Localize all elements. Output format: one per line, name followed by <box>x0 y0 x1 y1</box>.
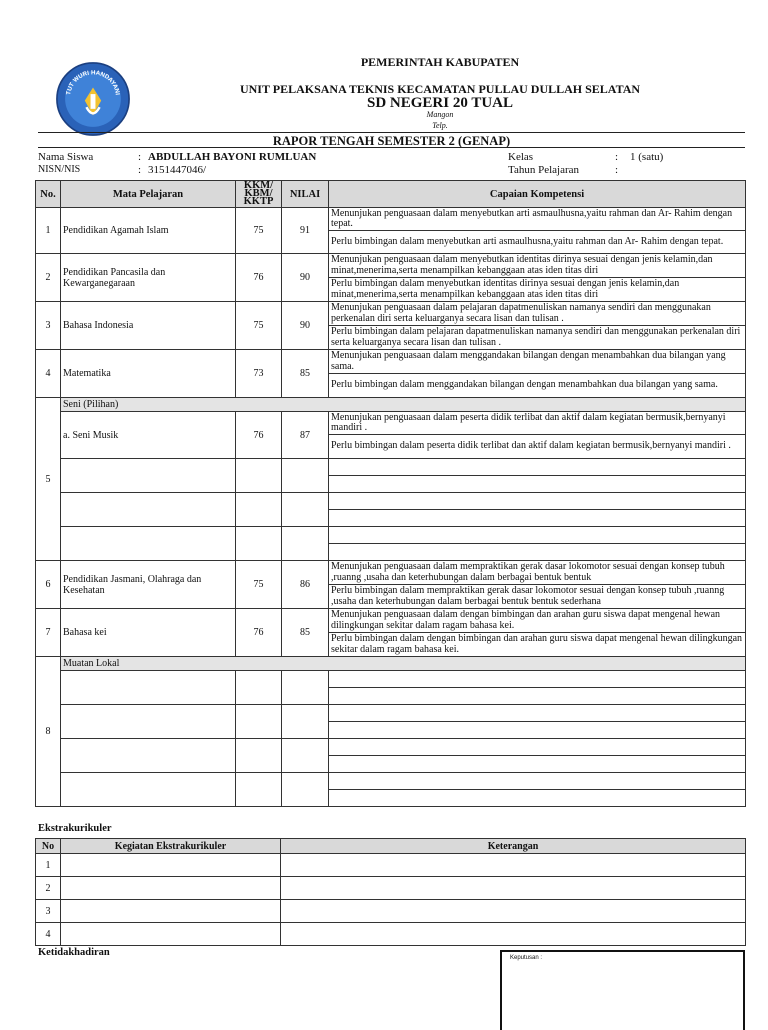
empty-cell <box>61 705 236 739</box>
empty-cell <box>282 773 329 807</box>
table-row <box>36 773 746 790</box>
table-row <box>36 208 746 231</box>
row-subject: Matematika <box>61 350 236 398</box>
table-row <box>36 398 746 412</box>
row-kkm: 75 <box>236 302 282 350</box>
row-no: 8 <box>36 657 61 807</box>
ekstra-no: 4 <box>36 923 61 946</box>
kkm-line2: KBM/ <box>244 188 273 199</box>
kelas-label: Kelas <box>508 151 534 163</box>
ekstra-table <box>35 838 746 946</box>
empty-cell <box>329 544 746 561</box>
empty-cell <box>236 705 282 739</box>
seni-label: Seni (Pilihan) <box>61 398 746 412</box>
name-label: Nama Siswa <box>38 151 94 163</box>
row-nilai: 90 <box>282 302 329 350</box>
table-row <box>36 527 746 544</box>
row-nilai: 85 <box>282 350 329 398</box>
table-row <box>36 493 746 510</box>
row-capaian-bimbingan: Perlu bimbingan dalam peserta didik terlibat dan aktif dalam kegiatan bermusik,bernyanyi mandiri . <box>329 435 746 459</box>
kelas-value: 1 (satu) <box>630 151 664 163</box>
table-row <box>36 561 746 585</box>
name-value: ABDULLAH BAYONI RUMLUAN <box>148 151 317 163</box>
row-kkm: 75 <box>236 208 282 254</box>
empty-cell <box>281 854 746 877</box>
table-header <box>36 181 746 208</box>
empty-cell <box>61 459 236 493</box>
row-kkm: 76 <box>236 412 282 459</box>
school-telp: Telp. <box>432 121 448 130</box>
empty-cell <box>329 476 746 493</box>
row-subject: Pendidikan Jasmani, Olahraga dan Kesehatan <box>61 561 236 609</box>
ekstra-col-keterangan: Keterangan <box>281 839 746 854</box>
empty-cell <box>282 459 329 493</box>
empty-cell <box>236 671 282 705</box>
row-capaian-bimbingan: Perlu bimbingan dalam menyebutkan identitas dirinya sesuai dengan jenis kelamin,dan minat,menerima,serta menampilkan kebanggaan atas iden titas diri <box>329 278 746 302</box>
row-capaian: Menunjukan penguasaan dalam mempraktikan gerak dasar lokomotor sesuai dengan konsep tubuh ,ruanng ,usaha dan keterhubungan dalam berbagai bentuk bentuk <box>329 561 746 585</box>
empty-cell <box>236 459 282 493</box>
ketidakhadiran-title: Ketidakhadiran <box>38 947 110 958</box>
row-kkm: 76 <box>236 609 282 657</box>
row-no: 3 <box>36 302 61 350</box>
col-mapel: Mata Pelajaran <box>61 181 236 208</box>
row-capaian: Menunjukan penguasaan dalam menyebutkan identitas dirinya sesuai dengan jenis kelamin,dan minat,menerima,serta menampilkan kebanggaan atas iden titas diri <box>329 254 746 278</box>
empty-cell <box>329 688 746 705</box>
col-nilai: NILAI <box>282 181 329 208</box>
empty-cell <box>236 773 282 807</box>
empty-cell <box>329 705 746 722</box>
school-logo <box>52 58 134 140</box>
empty-cell <box>61 739 236 773</box>
muatan-label: Muatan Lokal <box>61 657 746 671</box>
ekstra-col-no: No <box>36 839 61 854</box>
empty-cell <box>281 923 746 946</box>
colon: : <box>615 151 619 163</box>
empty-cell <box>236 493 282 527</box>
col-no: No. <box>36 181 61 208</box>
table-row <box>36 609 746 633</box>
table-row <box>36 657 746 671</box>
empty-cell <box>329 756 746 773</box>
colon: : <box>615 164 619 176</box>
row-kkm: 76 <box>236 254 282 302</box>
row-subject: Bahasa kei <box>61 609 236 657</box>
keputusan-label: Keputusan : <box>510 955 543 961</box>
logo-text: TUT WURI HANDAYANI <box>65 69 121 96</box>
colon: : <box>138 164 142 176</box>
row-subject: a. Seni Musik <box>61 412 236 459</box>
row-capaian-bimbingan: Perlu bimbingan dalam menggandakan bilangan dengan menambahkan dua bilangan yang sama. <box>329 374 746 398</box>
empty-cell <box>329 722 746 739</box>
header-rule <box>38 132 745 133</box>
row-no: 1 <box>36 208 61 254</box>
table-row <box>36 705 746 722</box>
empty-cell <box>61 854 281 877</box>
title-rule <box>38 147 745 148</box>
table-row <box>36 671 746 688</box>
empty-cell <box>282 705 329 739</box>
empty-cell <box>282 527 329 561</box>
row-no: 5 <box>36 398 61 561</box>
empty-cell <box>329 739 746 756</box>
row-nilai: 90 <box>282 254 329 302</box>
ekstra-no: 3 <box>36 900 61 923</box>
tahun-label: Tahun Pelajaran <box>508 164 580 176</box>
row-no: 2 <box>36 254 61 302</box>
kkm-line1: KKM/ <box>243 180 274 191</box>
row-capaian-bimbingan: Perlu bimbingan dalam menyebutkan arti asmaulhusna,yaitu rahman dan Ar- Rahim dengan tepat. <box>329 231 746 254</box>
row-subject: Pendidikan Agamah Islam <box>61 208 236 254</box>
ekstra-no: 2 <box>36 877 61 900</box>
nisn-label: NISN/NIS <box>38 164 81 175</box>
row-no: 7 <box>36 609 61 657</box>
empty-cell <box>329 493 746 510</box>
row-capaian-bimbingan: Perlu bimbingan dalam dengan bimbingan dan arahan guru siswa dapat mengenal hewan dilingkungan sekitar dalam ragam bahasa kei. <box>329 633 746 657</box>
empty-cell <box>329 671 746 688</box>
empty-cell <box>61 900 281 923</box>
row-capaian: Menunjukan penguasaan dalam peserta didik terlibat dan aktif dalam kegiatan bermusik,bernyanyi mandiri . <box>329 412 746 435</box>
row-subject: Bahasa Indonesia <box>61 302 236 350</box>
gov-title: PEMERINTAH KABUPATEN <box>360 55 520 69</box>
table-row <box>36 412 746 435</box>
table-row <box>36 739 746 756</box>
table-row <box>36 254 746 278</box>
empty-cell <box>329 790 746 807</box>
row-kkm: 73 <box>236 350 282 398</box>
empty-cell <box>61 671 236 705</box>
row-capaian: Menunjukan penguasaan dalam dengan bimbingan dan arahan guru siswa dapat mengenal hewan dilingkungan sekitar dalam ragam bahasa kei. <box>329 609 746 633</box>
nisn-value: 3151447046/ <box>148 164 207 176</box>
empty-cell <box>282 493 329 527</box>
ekstra-row <box>36 923 746 946</box>
row-no: 6 <box>36 561 61 609</box>
row-nilai: 91 <box>282 208 329 254</box>
empty-cell <box>329 459 746 476</box>
ekstra-row <box>36 900 746 923</box>
row-nilai: 85 <box>282 609 329 657</box>
col-kkm <box>236 181 282 208</box>
ekstra-no: 1 <box>36 854 61 877</box>
row-capaian: Menunjukan penguasaan dalam pelajaran dapatmenuliskan namanya sendiri dan menggunakan perkenalan diri serta keluarganya secara lisan dan tulisan . <box>329 302 746 326</box>
row-capaian-bimbingan: Perlu bimbingan dalam pelajaran dapatmenuliskan namanya sendiri dan menggunakan perkenalan diri serta keluarganya secara lisan dan tulisan . <box>329 326 746 350</box>
ekstra-row <box>36 877 746 900</box>
empty-cell <box>281 900 746 923</box>
ekstra-row <box>36 854 746 877</box>
kkm-line3: KKTP <box>243 196 274 207</box>
empty-cell <box>329 527 746 544</box>
empty-cell <box>329 510 746 527</box>
row-nilai: 87 <box>282 412 329 459</box>
empty-cell <box>282 671 329 705</box>
table-row <box>36 350 746 374</box>
row-capaian: Menunjukan penguasaan dalam menggandakan bilangan dengan menambahkan dua bilangan yang sama. <box>329 350 746 374</box>
ekstra-col-kegiatan: Kegiatan Ekstrakurikuler <box>61 839 281 854</box>
empty-cell <box>329 773 746 790</box>
col-capaian: Capaian Kompetensi <box>329 181 746 208</box>
table-row <box>36 302 746 326</box>
empty-cell <box>236 739 282 773</box>
row-kkm: 75 <box>236 561 282 609</box>
school-name: SD NEGERI 20 TUAL <box>366 95 513 111</box>
empty-cell <box>236 527 282 561</box>
row-capaian: Menunjukan penguasaan dalam menyebutkan arti asmaulhusna,yaitu rahman dan Ar- Rahim dengan tepat. <box>329 208 746 231</box>
empty-cell <box>61 773 236 807</box>
grades-table <box>35 180 746 807</box>
empty-cell <box>61 877 281 900</box>
ekstra-title: Ekstrakurikuler <box>38 823 112 834</box>
empty-cell <box>281 877 746 900</box>
ekstra-header <box>36 839 746 854</box>
colon: : <box>138 151 142 163</box>
empty-cell <box>282 739 329 773</box>
keputusan-box <box>500 950 745 1030</box>
unit-title: UNIT PELAKSANA TEKNIS KECAMATAN PULLAU DULLAH SELATAN <box>239 82 641 96</box>
table-row <box>36 459 746 476</box>
row-subject: Pendidikan Pancasila dan Kewarganegaraan <box>61 254 236 302</box>
row-capaian-bimbingan: Perlu bimbingan dalam mempraktikan gerak dasar lokomotor sesuai dengan konsep tubuh ,ruanng ,usaha dan keterhubungan dalam berbagai bentuk bentuk sederhana <box>329 585 746 609</box>
empty-cell <box>61 923 281 946</box>
empty-cell <box>61 493 236 527</box>
row-no: 4 <box>36 350 61 398</box>
row-nilai: 86 <box>282 561 329 609</box>
school-place: Mangon <box>426 110 454 119</box>
report-title: RAPOR TENGAH SEMESTER 2 (GENAP) <box>272 134 511 148</box>
empty-cell <box>61 527 236 561</box>
